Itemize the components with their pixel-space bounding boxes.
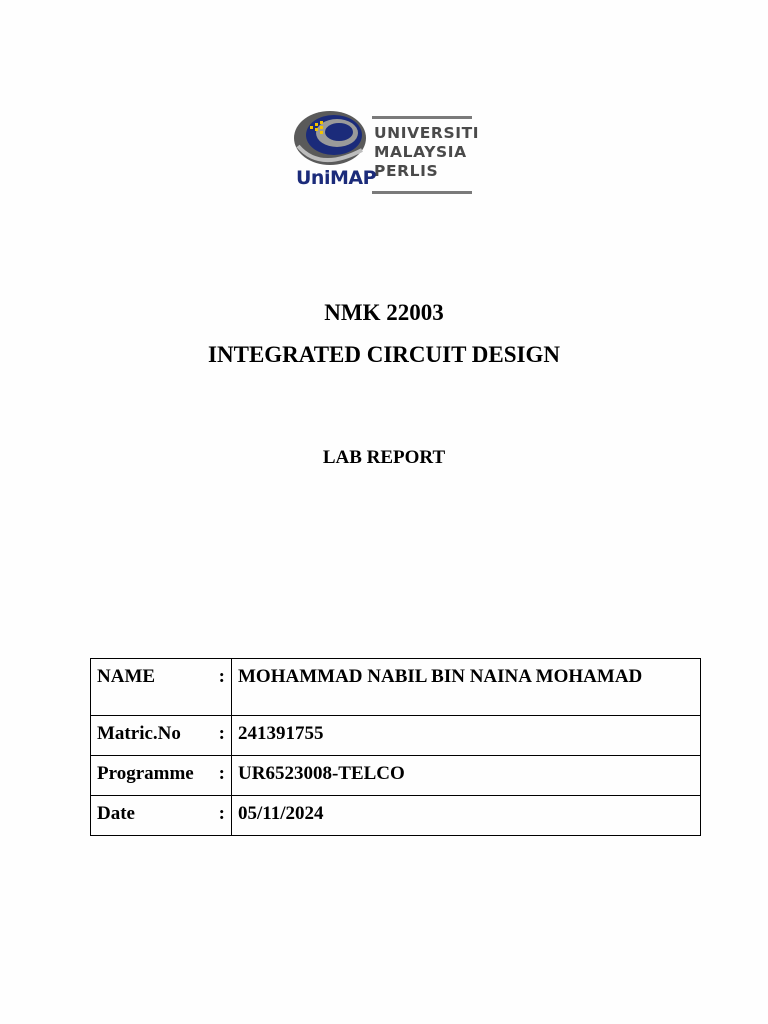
course-code: NMK 22003: [324, 300, 444, 325]
logo-line-3: PERLIS: [374, 162, 439, 180]
matric-colon: :: [218, 723, 225, 744]
table-label-cell: [91, 756, 232, 796]
table-label-cell: [91, 659, 232, 716]
logo-line-1: UNIVERSITI: [374, 124, 480, 142]
name-value: MOHAMMAD NABIL BIN NAINA MOHAMAD: [232, 659, 701, 716]
date-value: 05/11/2024: [232, 796, 701, 836]
programme-label: Programme: [97, 763, 194, 784]
table-label-cell: [91, 796, 232, 836]
table-label-cell: [91, 716, 232, 756]
date-label: Date: [97, 803, 135, 824]
programme-value: UR6523008-TELCO: [232, 756, 701, 796]
table-row: [91, 796, 701, 836]
student-info-table: [90, 658, 701, 836]
table-row: [91, 756, 701, 796]
table-row: [91, 659, 701, 716]
programme-colon: :: [218, 763, 225, 784]
logo-line-2: MALAYSIA: [374, 143, 467, 161]
table-row: [91, 716, 701, 756]
name-label: NAME: [97, 666, 156, 687]
university-logo: [290, 102, 480, 198]
name-colon: :: [218, 666, 225, 687]
matric-value: 241391755: [232, 716, 701, 756]
logo-wordmark: [374, 124, 479, 181]
report-type: LAB REPORT: [322, 447, 446, 468]
course-name: INTEGRATED CIRCUIT DESIGN: [208, 342, 560, 367]
matric-label: Matric.No: [97, 723, 181, 744]
date-colon: :: [218, 803, 225, 824]
logo-brand: UniMAP: [296, 167, 377, 189]
